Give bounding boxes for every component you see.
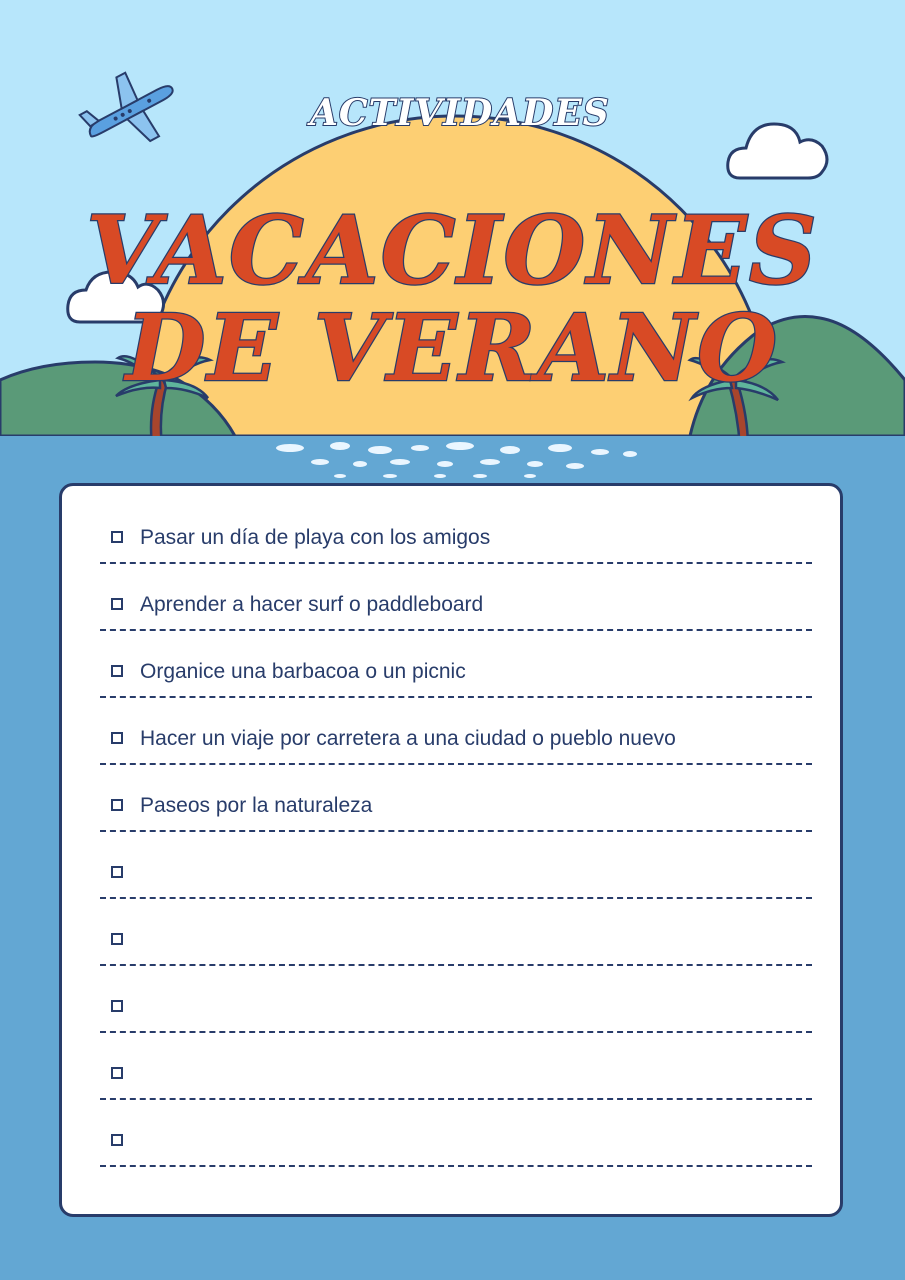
checkbox[interactable] (111, 1000, 123, 1012)
checklist-item (100, 924, 812, 966)
checklist-item (100, 589, 812, 631)
checklist-item-label: Pasar un día de playa con los amigos (140, 526, 491, 549)
checklist-item (100, 723, 812, 765)
checkbox[interactable] (111, 866, 123, 878)
checklist-item (100, 991, 812, 1033)
checklist-item-label: Organice una barbacoa o un picnic (140, 660, 466, 683)
checklist-item (100, 790, 812, 832)
checkbox[interactable] (111, 665, 123, 677)
checklist-item (100, 656, 812, 698)
checklist-item-label: Hacer un viaje por carretera a una ciudad o pueblo nuevo (140, 727, 676, 750)
checklist-item (100, 1125, 812, 1167)
page-title-line1: VACACIONES (86, 196, 819, 306)
checkbox[interactable] (111, 799, 123, 811)
checklist-item (100, 857, 812, 899)
checklist-item (100, 522, 812, 564)
checkbox[interactable] (111, 732, 123, 744)
checklist-card (59, 483, 843, 1217)
checklist-item (100, 1058, 812, 1100)
subtitle: ACTIVIDADES (310, 92, 610, 134)
checkbox[interactable] (111, 598, 123, 610)
checkbox[interactable] (111, 531, 123, 543)
checkbox[interactable] (111, 1067, 123, 1079)
checkbox[interactable] (111, 933, 123, 945)
checkbox[interactable] (111, 1134, 123, 1146)
checklist-item-label: Aprender a hacer surf o paddleboard (140, 593, 484, 616)
checklist-item-label: Paseos por la naturaleza (140, 794, 373, 817)
page-title-line2: DE VERANO (125, 294, 780, 402)
